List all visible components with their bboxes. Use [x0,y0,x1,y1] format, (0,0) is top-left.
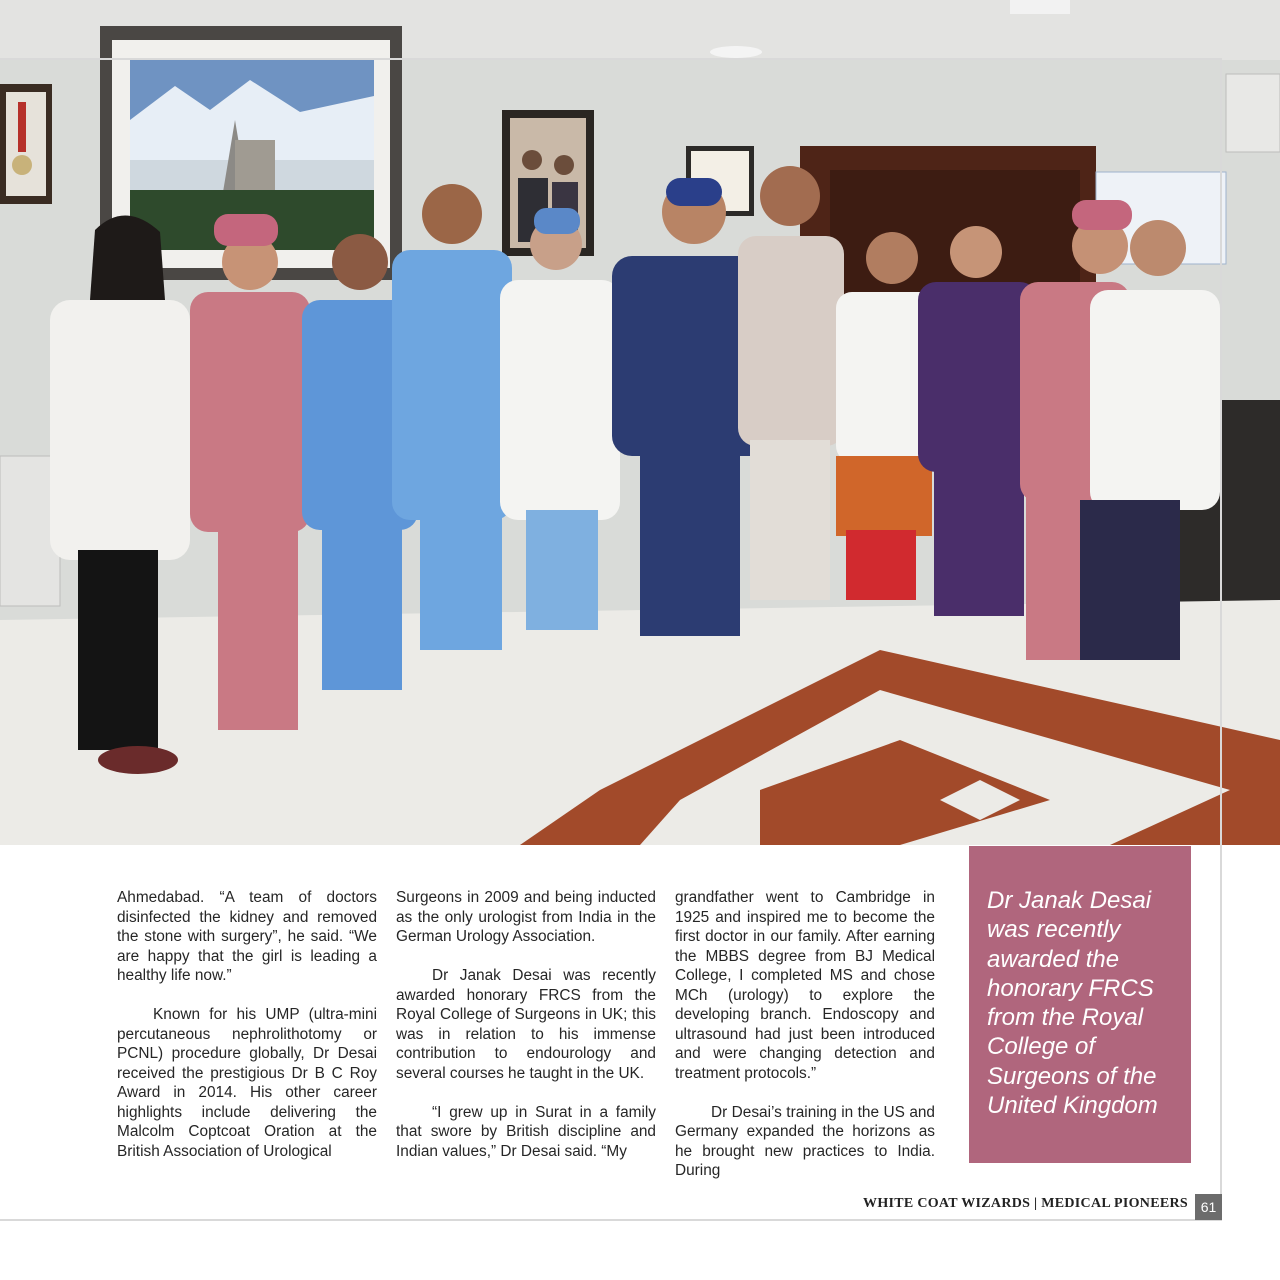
paragraph: grandfather went to Cambridge in 1925 and inspired me to become the first doctor in our family. After earning the MBBS degree from BJ Medical College, I completed MS and chose MCh (urology) to explore the developing branch. Endoscopy and ultrasound had just been introduced and were changing detection and treatment protocols.” [675,889,935,1082]
page-number: 61 [1195,1194,1222,1220]
pull-quote-box [969,846,1191,1163]
article-column-2 [396,888,656,1181]
paragraph: Ahmedabad. “A team of doctors disinfected the kidney and removed the stone with surgery”, he said. “We are happy that the girl is leading a healthy life now.” [117,889,377,984]
paragraph: “I grew up in Surat in a family that swore by British discipline and Indian values,” Dr Desai said. “My [396,1103,656,1160]
footer-section-label: WHITE COAT WIZARDS | MEDICAL PIONEERS [863,1196,1188,1211]
frame-line-bottom [0,1219,1222,1221]
article-column-1 [117,888,377,1181]
article-column-3 [675,888,935,1200]
paragraph: Dr Desai’s training in the US and Germany expanded the horizons as he brought new practices to India. During [675,1103,935,1179]
frame-line-right [1220,58,1222,1220]
frame-line-top [0,58,1222,60]
paragraph: Surgeons in 2009 and being inducted as the only urologist from India in the German Urology Association. [396,889,656,945]
paragraph: Dr Janak Desai was recently awarded honorary FRCS from the Royal College of Surgeons in UK; this was in relation to his immense contribution to endourology and several courses he taught in the UK. [396,967,656,1082]
paragraph: Known for his UMP (ultra-mini percutaneous nephrolithotomy or PCNL) procedure globally, Dr Desai received the prestigious Dr B C Roy Award in 2014. His other career highlights include delivering the Malcolm Coptcoat Oration at the British Association of Urological [117,1006,377,1160]
pull-quote-text: Dr Janak Desai was recently awarded the honorary FRCS from the Royal College of Surgeons of the United Kingdom [987,887,1158,1120]
